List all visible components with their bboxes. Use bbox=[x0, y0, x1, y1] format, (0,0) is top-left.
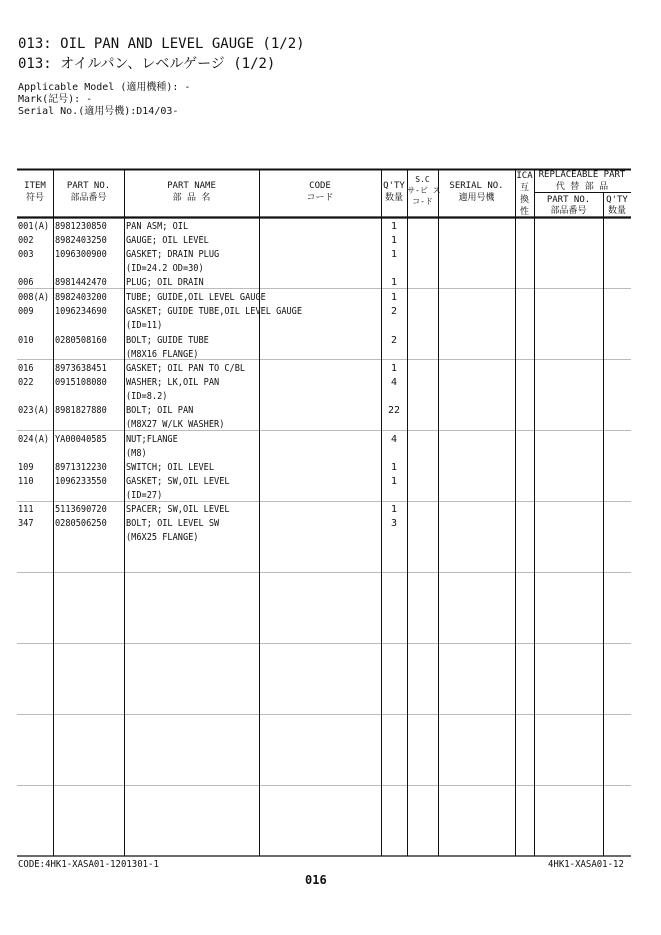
row-item: 347 bbox=[18, 518, 34, 529]
row-part-name: SPACER; SW,OIL LEVEL bbox=[126, 504, 230, 515]
header-sc-jp2: コ-ド bbox=[412, 197, 433, 206]
serial-no: Serial No.(適用号機):D14/03- bbox=[18, 106, 179, 117]
footer-right: 4HK1-XASA01-12 bbox=[548, 859, 624, 870]
header-code-en: CODE bbox=[309, 181, 331, 191]
row-qty: 22 bbox=[387, 405, 401, 416]
row-part-no: 8971312230 bbox=[55, 462, 107, 473]
row-item: 008(A) bbox=[18, 292, 50, 303]
header-partno-jp: 部品番号 bbox=[70, 193, 107, 203]
header-sc-en: S.C bbox=[415, 175, 430, 184]
row-item: 009 bbox=[18, 306, 34, 317]
row-part-name: BOLT; GUIDE TUBE bbox=[126, 335, 209, 346]
row-qty: 1 bbox=[390, 277, 398, 288]
header-qty-jp: 数量 bbox=[384, 193, 403, 203]
row-qty: 1 bbox=[390, 221, 398, 232]
row-part-name: PAN ASM; OIL bbox=[126, 221, 189, 232]
row-part-no: 8982403200 bbox=[55, 292, 107, 303]
row-qty: 1 bbox=[390, 462, 398, 473]
row-qty: 1 bbox=[390, 363, 398, 374]
row-item: 022 bbox=[18, 377, 34, 388]
row-part-no: 8981442470 bbox=[55, 277, 107, 288]
row-part-no: 1096300900 bbox=[55, 249, 107, 260]
row-qty: 2 bbox=[390, 335, 398, 346]
header-partname-en: PART NAME bbox=[167, 181, 216, 191]
header-sc-jp1: サ-ビ ス bbox=[407, 186, 441, 195]
applicable-model: Applicable Model (適用機種): - bbox=[18, 82, 191, 93]
row-item: 003 bbox=[18, 249, 34, 260]
row-item: 109 bbox=[18, 462, 34, 473]
row-qty: 3 bbox=[390, 518, 398, 529]
header-item-en: ITEM bbox=[24, 181, 46, 191]
row-part-no: 8982403250 bbox=[55, 235, 107, 246]
row-item: 001(A) bbox=[18, 221, 50, 232]
row-part-name: GASKET; SW,OIL LEVEL bbox=[126, 476, 230, 487]
row-part-name: NUT;FLANGE bbox=[126, 434, 178, 445]
page-title-jp: 013: オイルパン、レベルゲージ (1/2) bbox=[18, 56, 276, 72]
row-part-name: WASHER; LK,OIL PAN bbox=[126, 377, 220, 388]
row-part-name: GASKET; GUIDE TUBE,OIL LEVEL GAUGE bbox=[126, 306, 303, 317]
row-item: 111 bbox=[18, 504, 34, 515]
header-partname-jp: 部 品 名 bbox=[172, 193, 211, 203]
page-title-en: 013: OIL PAN AND LEVEL GAUGE (1/2) bbox=[18, 36, 305, 52]
row-part-name-sub: (ID=27) bbox=[126, 490, 163, 501]
header-repl-qty-jp: 数量 bbox=[607, 206, 626, 216]
row-qty: 1 bbox=[390, 235, 398, 246]
row-part-no: 0915108080 bbox=[55, 377, 107, 388]
footer-code: CODE:4HK1-XASA01-1201301-1 bbox=[18, 859, 159, 870]
mark: Mark(記号): - bbox=[18, 94, 93, 105]
row-part-name: PLUG; OIL DRAIN bbox=[126, 277, 204, 288]
header-ica-jp1: 互 bbox=[519, 183, 529, 193]
row-part-name: TUBE; GUIDE,OIL LEVEL GAUGE bbox=[126, 292, 266, 303]
row-item: 024(A) bbox=[18, 434, 50, 445]
row-part-no: 8973638451 bbox=[55, 363, 107, 374]
header-repl-partno-jp: 部品番号 bbox=[550, 206, 587, 216]
row-item: 016 bbox=[18, 363, 34, 374]
header-ica-jp2: 換 bbox=[519, 195, 529, 205]
row-part-no: 8981827880 bbox=[55, 405, 107, 416]
row-part-name-sub: (M8) bbox=[126, 448, 147, 459]
row-part-name: BOLT; OIL PAN bbox=[126, 405, 194, 416]
header-repl-jp: 代 替 部 品 bbox=[555, 182, 609, 192]
row-part-no: 0280508160 bbox=[55, 335, 107, 346]
row-qty: 2 bbox=[390, 306, 398, 317]
row-part-no: 0280506250 bbox=[55, 518, 107, 529]
row-part-name-sub: (M6X25 FLANGE) bbox=[126, 532, 199, 543]
row-qty: 1 bbox=[390, 504, 398, 515]
row-qty: 4 bbox=[390, 377, 398, 388]
row-part-name: GASKET; OIL PAN TO C/BL bbox=[126, 363, 246, 374]
row-part-name: BOLT; OIL LEVEL SW bbox=[126, 518, 220, 529]
row-part-name-sub: (ID=11) bbox=[126, 320, 163, 331]
row-item: 006 bbox=[18, 277, 34, 288]
row-part-name: SWITCH; OIL LEVEL bbox=[126, 462, 215, 473]
header-serial-en: SERIAL NO. bbox=[449, 181, 504, 191]
row-part-no: 5113690720 bbox=[55, 504, 107, 515]
header-serial-jp: 適用号機 bbox=[458, 193, 495, 203]
row-item: 010 bbox=[18, 335, 34, 346]
header-item-jp: 符号 bbox=[25, 193, 44, 203]
row-part-no: YA00040585 bbox=[55, 434, 107, 445]
row-qty: 4 bbox=[390, 434, 398, 445]
row-qty: 1 bbox=[390, 476, 398, 487]
header-ica-jp3: 性 bbox=[519, 207, 529, 217]
row-part-no: 1096234690 bbox=[55, 306, 107, 317]
header-partno-en: PART NO. bbox=[66, 181, 111, 191]
row-part-name-sub: (ID=24.2 OD=30) bbox=[126, 263, 204, 274]
header-qty-en: Q'TY bbox=[383, 181, 405, 191]
row-part-no: 8981230850 bbox=[55, 221, 107, 232]
row-qty: 1 bbox=[390, 292, 398, 303]
row-item: 002 bbox=[18, 235, 34, 246]
row-part-name-sub: (ID=8.2) bbox=[126, 391, 168, 402]
row-part-name: GAUGE; OIL LEVEL bbox=[126, 235, 209, 246]
row-part-name-sub: (M8X27 W/LK WASHER) bbox=[126, 419, 225, 430]
row-part-name: GASKET; DRAIN PLUG bbox=[126, 249, 220, 260]
row-part-name-sub: (M8X16 FLANGE) bbox=[126, 349, 199, 360]
header-ica-en: ICA bbox=[516, 171, 533, 181]
header-repl-qty-en: Q'TY bbox=[606, 195, 628, 205]
row-qty: 1 bbox=[390, 249, 398, 260]
row-item: 110 bbox=[18, 476, 34, 487]
header-repl-partno-en: PART NO. bbox=[546, 195, 591, 205]
row-item: 023(A) bbox=[18, 405, 50, 416]
page-number: 016 bbox=[305, 873, 327, 887]
header-code-jp: コード bbox=[306, 193, 334, 203]
row-part-no: 1096233550 bbox=[55, 476, 107, 487]
header-repl-en: REPLACEABLE PART bbox=[538, 170, 626, 180]
